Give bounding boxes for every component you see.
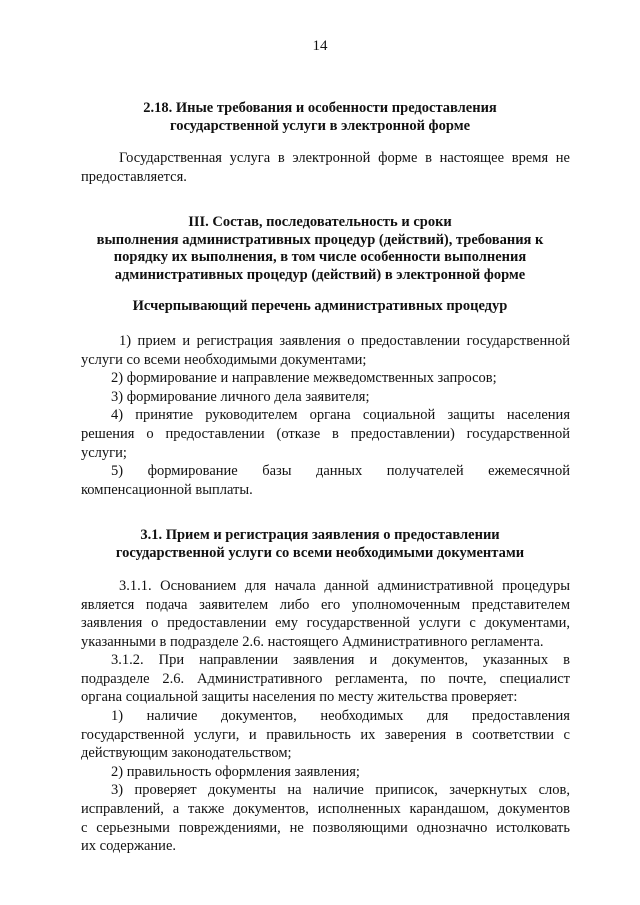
check-word: необходимых: [320, 708, 404, 724]
check-word: 1): [111, 708, 124, 724]
check-item-line: их содержание.: [81, 838, 177, 855]
paragraph-line: указанными в подразделе 2.6. настоящего Административного регламента.: [81, 633, 544, 650]
check-word: для: [426, 708, 449, 724]
title-line: выполнения административных процедур (действий), требования к: [96, 231, 544, 248]
subtitle-text: Исчерпывающий перечень административных процедур: [132, 298, 508, 314]
paragraph-line: подразделе 2.6. Административного регламента, по почте, специалист: [81, 670, 570, 687]
check-item-line: 2) правильность оформления заявления;: [111, 763, 360, 780]
check-word: предоставления: [471, 708, 570, 724]
paragraph-line: является подача заявителем либо его уполномоченным представителем: [81, 596, 570, 613]
check-item-line: [81, 707, 570, 726]
paragraph-line: заявления о предоставлении ему государственной услуги с документами,: [81, 615, 570, 632]
list-item-line: компенсационной выплаты.: [81, 481, 253, 498]
paragraph-3-1-2: [81, 651, 570, 707]
list-item-line: 3) формирование личного дела заявителя;: [111, 388, 370, 405]
list-item-line: 2) формирование и направление межведомственных запросов;: [111, 370, 497, 387]
paragraph-line: 3.1.2. При направлении заявления и документов, указанных в: [111, 652, 570, 668]
list-word: формирование: [147, 463, 238, 480]
check-item-line: исправлений, а также документов, исполненных карандашом, документов: [81, 800, 570, 817]
title-line: административных процедур (действий) в электронной форме: [114, 266, 526, 283]
section-3-1-title: [70, 526, 570, 562]
section-2-18-title: [70, 99, 570, 135]
title-line: 2.18. Иные требования и особенности предоставления: [143, 100, 497, 116]
list-item-line: 4) принятие руководителем органа социальной защиты населения: [111, 407, 570, 424]
check-item-line: 3) проверяет документы на наличие приписок, зачеркнутых слов,: [111, 782, 570, 799]
title-line: 3.1. Прием и регистрация заявления о предоставлении: [140, 527, 500, 543]
title-line: III. Состав, последовательность и сроки: [188, 214, 452, 230]
section-3-title: [70, 214, 570, 284]
paragraph-line: Государственная услуга в электронной форме в настоящее время не: [119, 150, 570, 166]
check-item-line: государственной услуги, и правильность их заверения в соответствии с: [81, 726, 570, 743]
list-word: 5): [111, 463, 124, 480]
list-item-line: 1) прием и регистрация заявления о предоставлении государственной: [119, 333, 570, 349]
paragraph-line: предоставляется.: [81, 168, 187, 185]
paragraph-line: органа социальной защиты населения по месту жительства проверяет:: [81, 689, 518, 706]
list-item-line: услуги со всеми необходимыми документами;: [81, 351, 367, 368]
check-item-line: с серьезными повреждениями, не позволяющими однозначно истолковать: [81, 819, 570, 836]
check-item-line: действующим законодательством;: [81, 745, 292, 762]
list-word: базы: [262, 463, 292, 480]
list-item-line: [81, 462, 570, 481]
list-item-line: решения о предоставлении (отказе в предоставлении) государственной: [81, 425, 570, 442]
page-number: 14: [312, 38, 328, 54]
list-word: ежемесячной: [488, 463, 570, 480]
section-2-18-paragraph: [81, 149, 570, 186]
title-line: государственной услуги со всеми необходимыми документами: [115, 545, 525, 561]
paragraph-line: 3.1.1. Основанием для начала данной административной процедуры: [119, 578, 570, 594]
procedures-list-title: [70, 297, 570, 315]
procedures-list: [81, 332, 570, 499]
list-word: получателей: [386, 463, 464, 480]
list-word: данных: [315, 463, 363, 480]
check-list: [81, 707, 570, 856]
title-line: государственной услуги в электронной форме: [169, 118, 471, 134]
list-item-line: услуги;: [81, 444, 127, 461]
title-line: порядку их выполнения, в том числе особенности выполнения: [113, 249, 527, 265]
paragraph-3-1-1: [81, 577, 570, 651]
check-word: документов,: [221, 708, 297, 724]
check-word: наличие: [146, 708, 198, 724]
